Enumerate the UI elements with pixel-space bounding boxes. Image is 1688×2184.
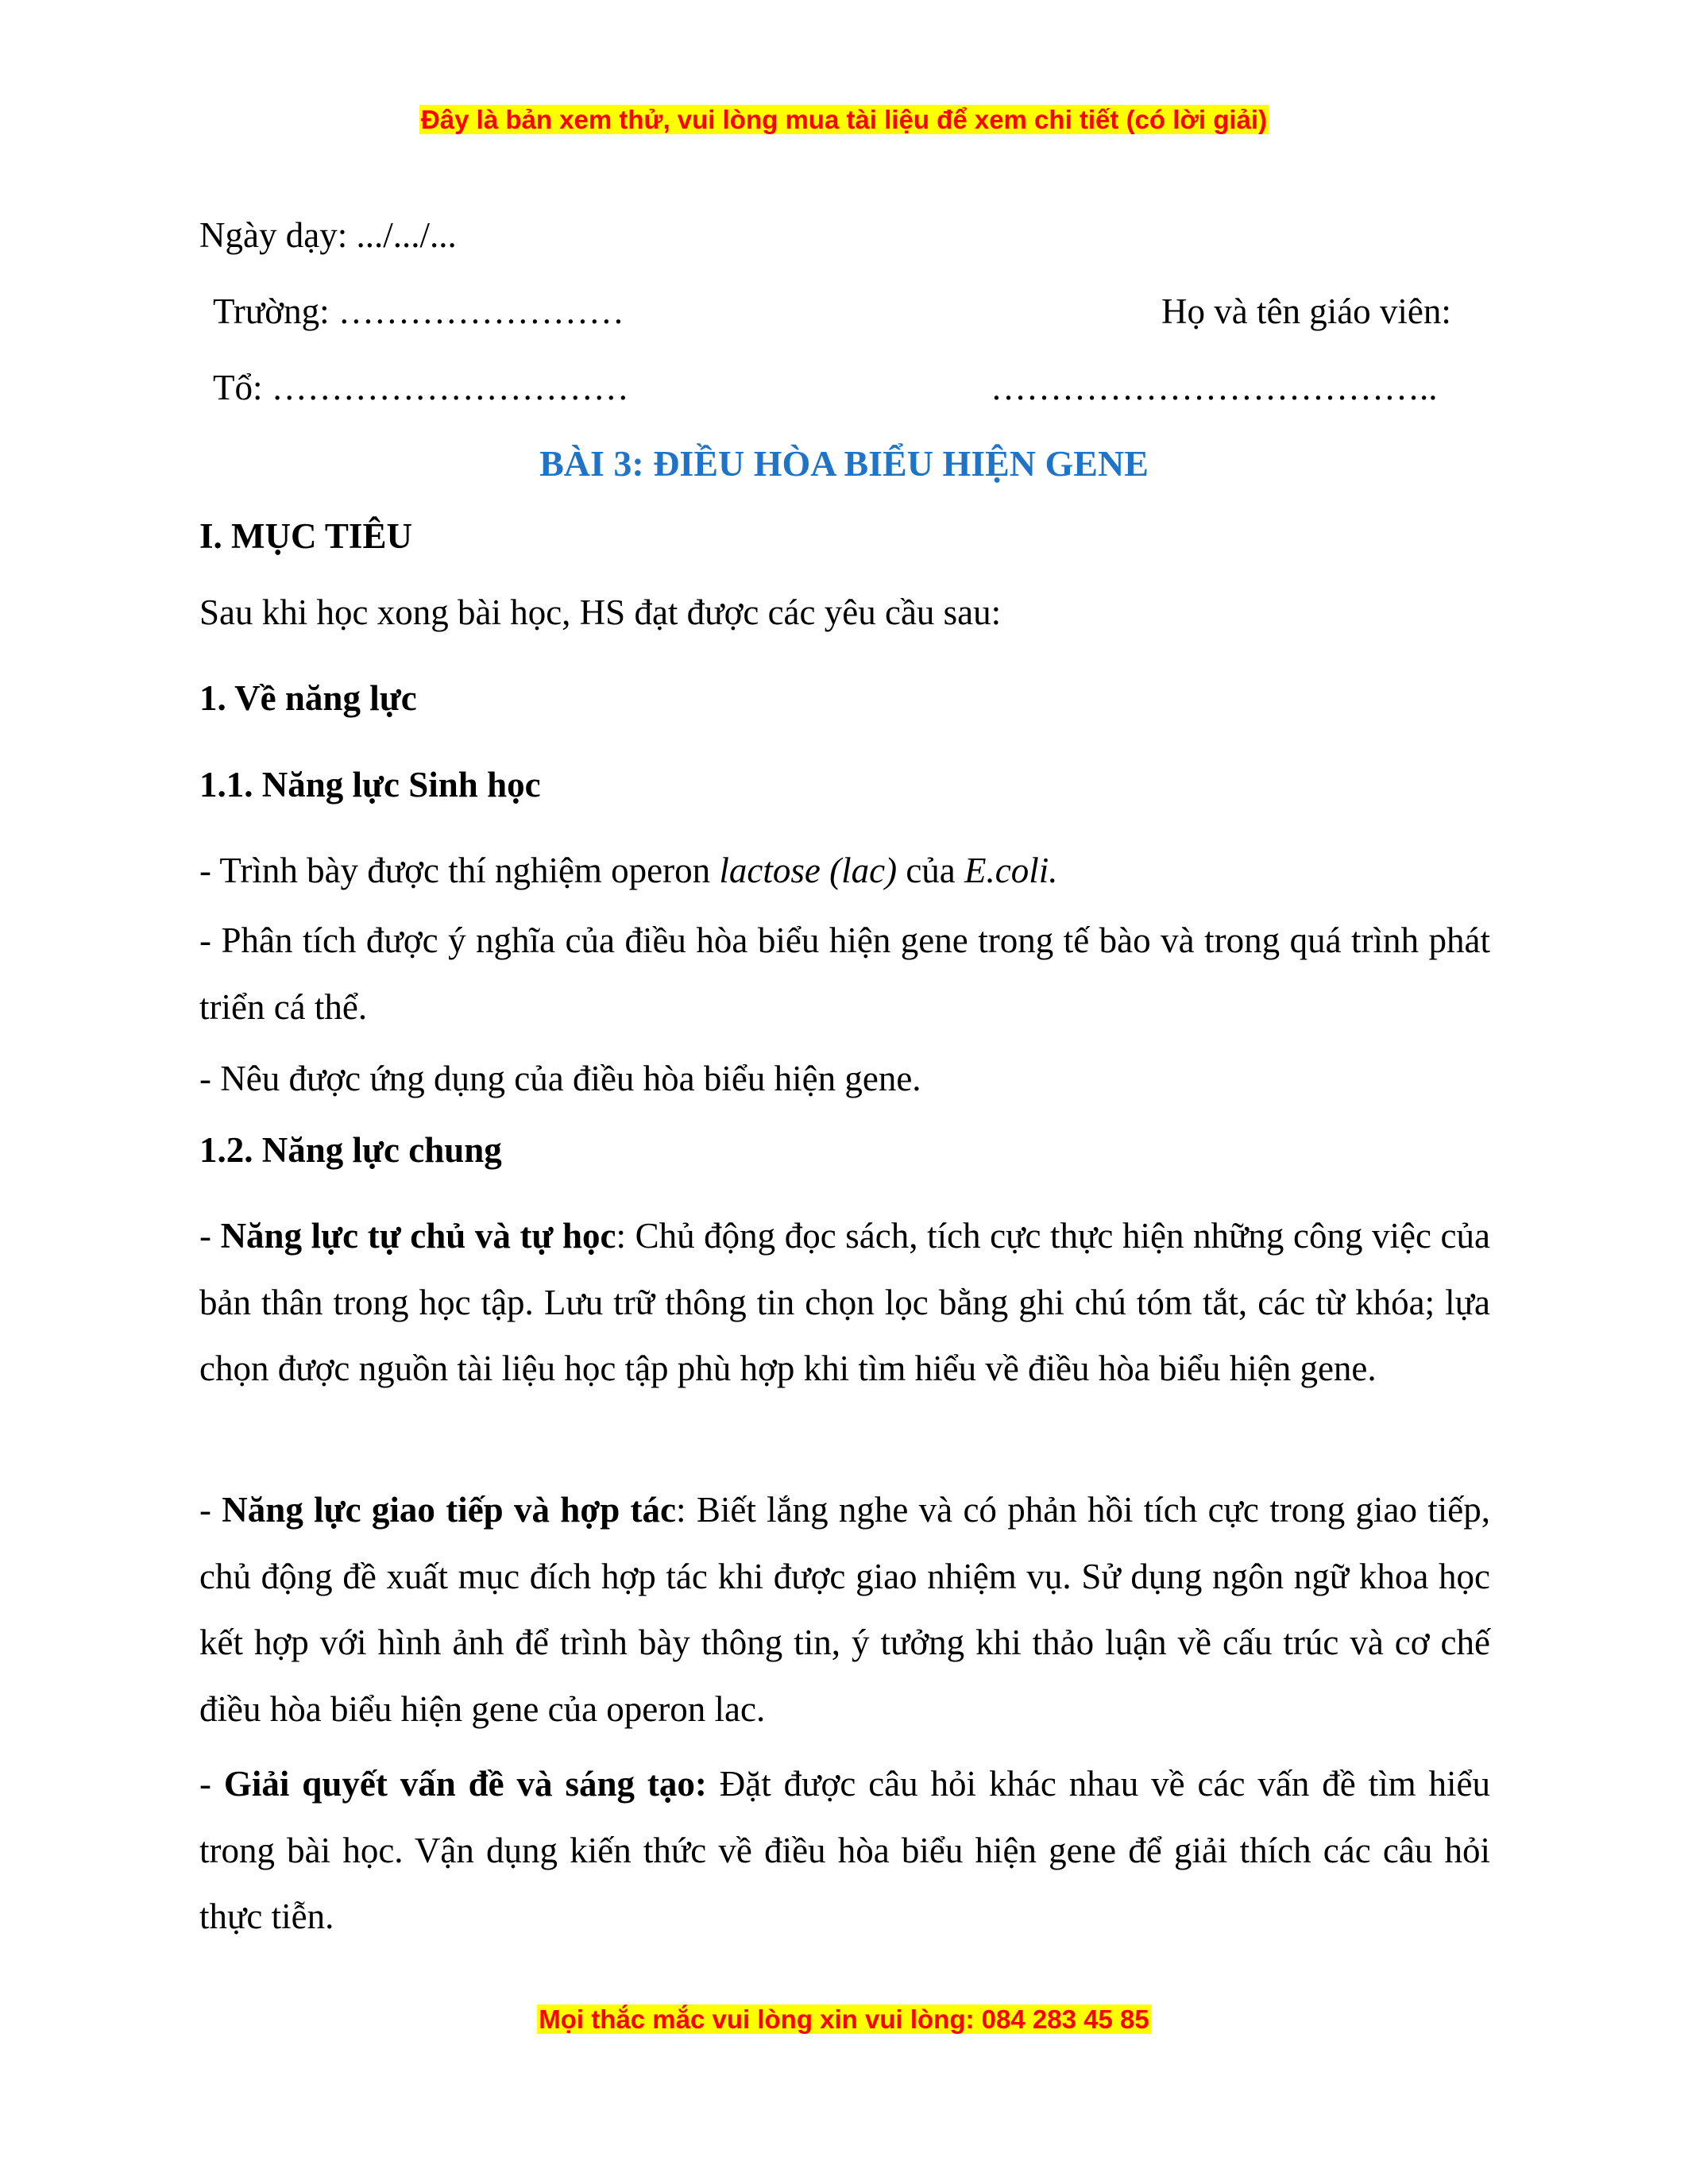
bio-item-1	[199, 848, 1057, 893]
general-item-problem-solving	[199, 1751, 1490, 1951]
general-item-1-bold: Năng lực tự chủ và tự học	[220, 1216, 616, 1256]
lesson-title: BÀI 3: ĐIỀU HÒA BIỂU HIỆN GENE	[539, 443, 1149, 484]
bio-item-1-italic-ecoli: E.coli.	[964, 851, 1058, 890]
bio-item-1-prefix: - Trình bày được thí nghiệm operon	[199, 851, 720, 890]
subheading-general-competence: 1.2. Năng lực chung	[199, 1130, 502, 1170]
school-line: Trường: ……………………	[213, 291, 624, 331]
bio-item-3: - Nêu được ứng dụng của điều hòa biểu hiện gene.	[199, 1059, 921, 1098]
general-item-3-bold: Giải quyết vấn đề và sáng tạo:	[223, 1764, 707, 1804]
general-item-1-dash: -	[199, 1216, 221, 1256]
general-item-3-dash: -	[199, 1764, 224, 1804]
general-item-communication	[199, 1477, 1490, 1742]
bio-item-1-mid: của	[897, 851, 965, 890]
date-line: Ngày dạy: .../.../...	[199, 215, 457, 255]
contact-banner	[0, 2004, 1688, 2035]
bio-item-1-italic-lactose: lactose (lac)	[719, 851, 898, 890]
subheading-competence: 1. Về năng lực	[199, 678, 417, 718]
subheading-biology-competence: 1.1. Năng lực Sinh học	[199, 765, 541, 805]
bio-item-2: - Phân tích được ý nghĩa của điều hòa biểu hiện gene trong tế bào và trong quá trình phát triển cá thể.	[199, 920, 1490, 1027]
general-item-3-text: Đặt được câu hỏi khác nhau về các vấn đề tìm hiểu trong bài học. Vận dụng kiến thức về điều hòa biểu hiện gene để giải thích các câu hỏi thực tiễn.	[199, 1764, 1490, 1936]
objectives-intro: Sau khi học xong bài học, HS đạt được các yêu cầu sau:	[199, 592, 1002, 632]
group-line: Tổ: …………………………	[213, 368, 629, 407]
contact-banner-text: Mọi thắc mắc vui lòng xin vui lòng: 084 283 45 85	[539, 2005, 1149, 2034]
section-heading-objectives: I. MỤC TIÊU	[199, 516, 412, 556]
general-item-1-text: : Chủ động đọc sách, tích cực thực hiện những công việc của bản thân trong học tập. Lưu trữ thông tin chọn lọc bằng ghi chú tóm tắt, các từ khóa; lựa chọn được nguồn tài liệu học tập phù hợp khi tìm hiểu về điều hòa biểu hiện gene.	[199, 1216, 1490, 1388]
teacher-name-dots: ………………………………..	[991, 368, 1438, 407]
general-item-self-study	[199, 1203, 1490, 1403]
preview-banner	[0, 104, 1688, 136]
general-item-2-text: : Biết lắng nghe và có phản hồi tích cực trong giao tiếp, chủ động đề xuất mục đích hợp tác khi được giao nhiệm vụ. Sử dụng ngôn ngữ khoa học kết hợp với hình ảnh để trình bày thông tin, ý tưởng khi thảo luận về cấu trúc và cơ chế điều hòa biểu hiện gene của operon lac.	[199, 1490, 1490, 1729]
general-item-2-dash: -	[199, 1490, 222, 1530]
preview-banner-text: Đây là bản xem thử, vui lòng mua tài liệu để xem chi tiết (có lời giải)	[420, 105, 1268, 134]
teacher-label: Họ và tên giáo viên:	[1161, 291, 1451, 331]
general-item-2-bold: Năng lực giao tiếp và hợp tác	[222, 1490, 677, 1530]
